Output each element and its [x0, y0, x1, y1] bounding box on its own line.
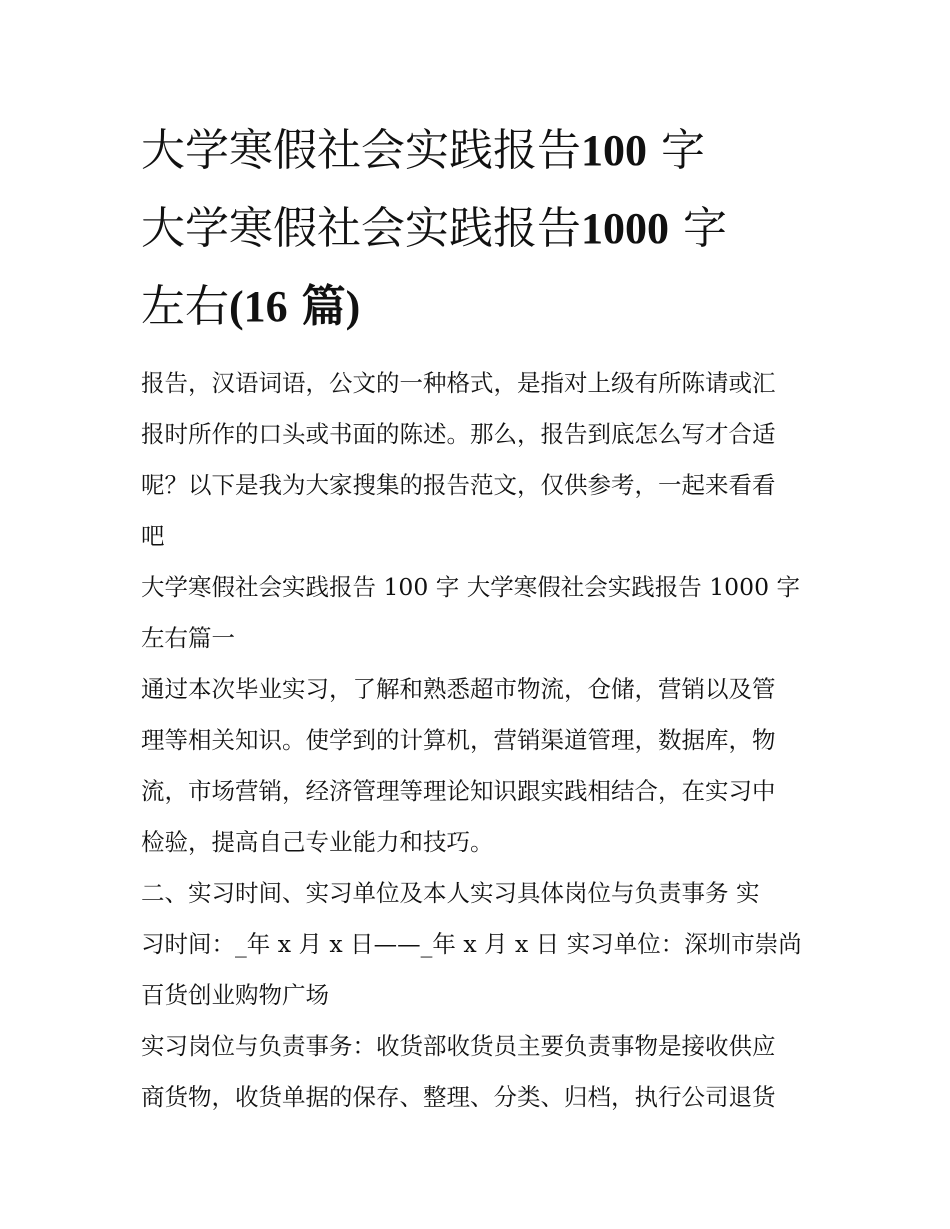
text-line: 大学寒假社会实践报告 100 字 大学寒假社会实践报告 1000 字 — [141, 573, 801, 601]
text-line: 报告，汉语词语，公文的一种格式，是指对上级有所陈请或汇 — [141, 369, 776, 397]
text-line: 通过本次毕业实习，了解和熟悉超市物流，仓储，营销以及管 — [141, 675, 776, 703]
paragraph-internship-duties — [141, 1021, 813, 1123]
text-line: 检验，提高自己专业能力和技巧。 — [141, 828, 494, 856]
text-line: 吧 — [141, 522, 165, 550]
paragraph-section-heading — [141, 562, 813, 664]
document-title — [141, 112, 813, 346]
text-line: 左右篇一 — [141, 624, 235, 652]
paragraph-internship-purpose — [141, 664, 813, 868]
text-line: 流，市场营销，经济管理等理论知识跟实践相结合，在实习中 — [141, 777, 776, 805]
title-line-2: 大学寒假社会实践报告1000 字 — [141, 203, 727, 254]
title-line-3: 左右(16 篇) — [141, 281, 361, 332]
text-line: 呢？以下是我为大家搜集的报告范文，仅供参考，一起来看看 — [141, 471, 776, 499]
paragraph-intro — [141, 358, 813, 562]
text-line: 实习岗位与负责事务：收货部收货员主要负责事物是接收供应 — [141, 1032, 776, 1060]
document-page — [141, 112, 813, 1123]
text-line: 报时所作的口头或书面的陈述。那么，报告到底怎么写才合适 — [141, 420, 776, 448]
paragraph-internship-time-unit — [141, 868, 813, 1021]
text-line: 二、实习时间、实习单位及本人实习具体岗位与负责事务 实 — [141, 879, 760, 907]
text-line: 习时间：_年 x 月 x 日——_年 x 月 x 日 实习单位：深圳市崇尚 — [141, 930, 802, 958]
text-line: 百货创业购物广场 — [141, 981, 329, 1009]
text-line: 理等相关知识。使学到的计算机，营销渠道管理，数据库，物 — [141, 726, 776, 754]
title-line-1: 大学寒假社会实践报告100 字 — [141, 125, 705, 176]
text-line: 商货物，收货单据的保存、整理、分类、归档，执行公司退货 — [141, 1083, 776, 1111]
